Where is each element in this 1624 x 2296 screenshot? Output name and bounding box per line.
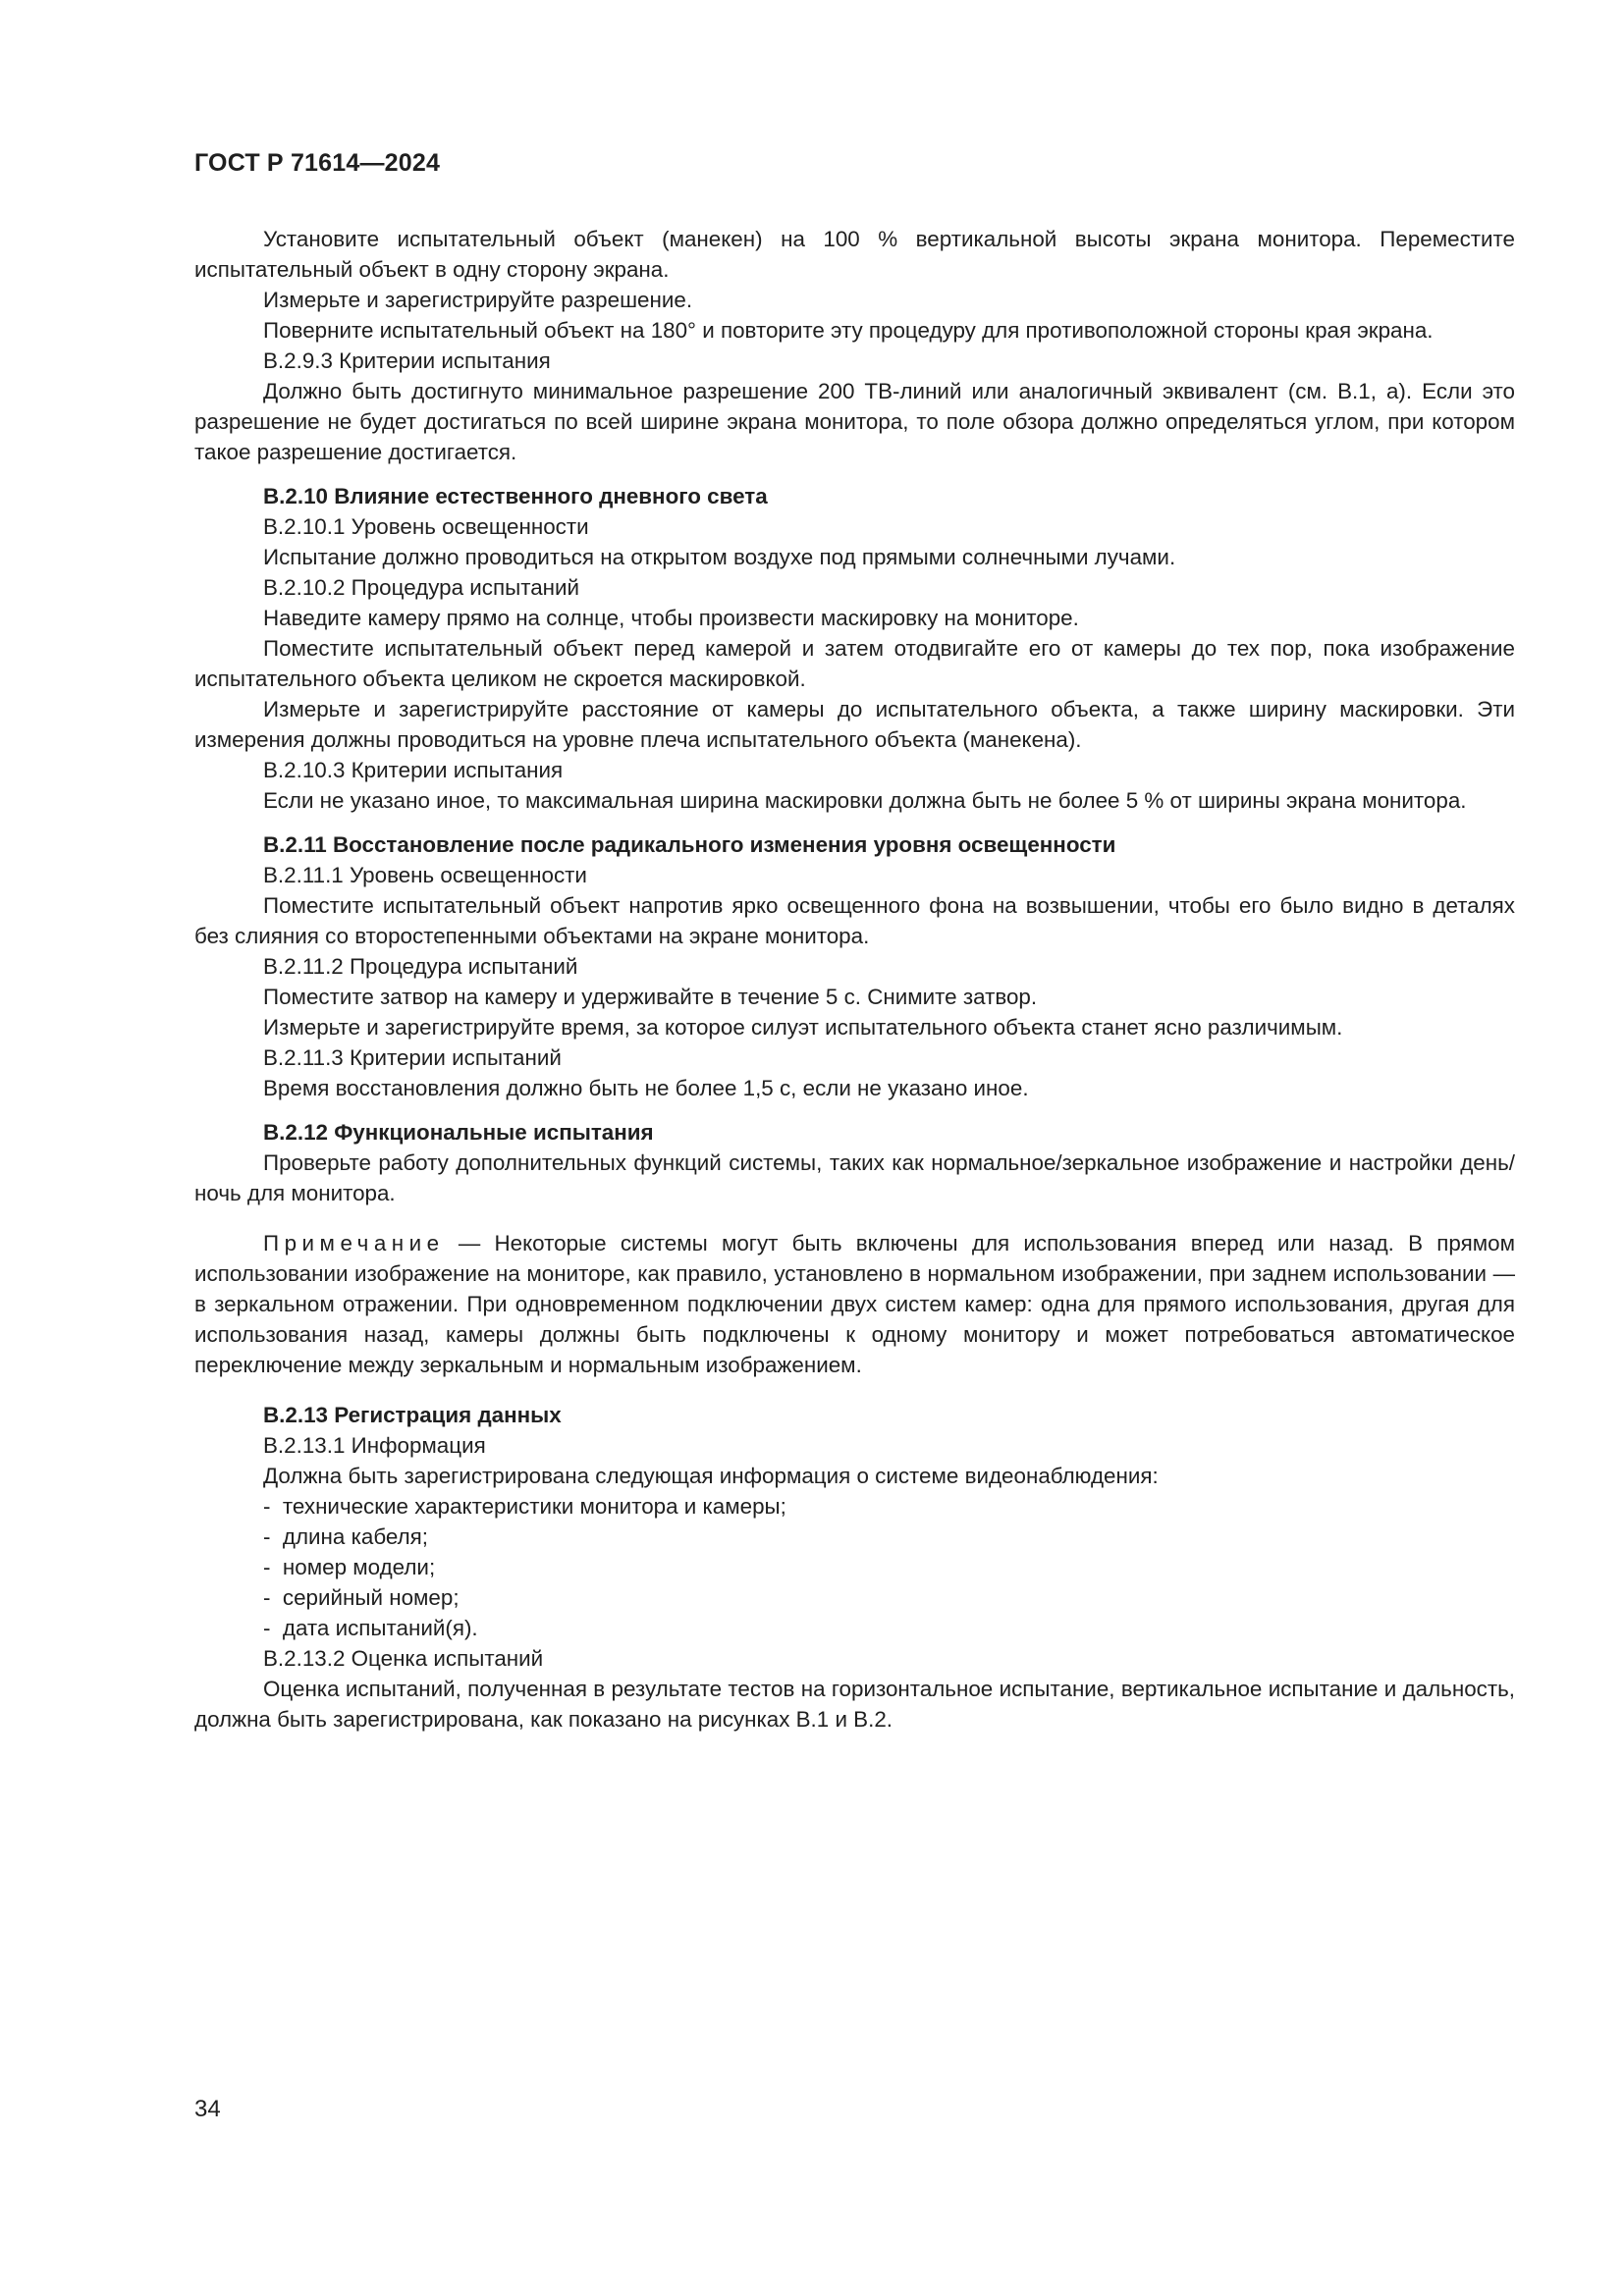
paragraph: Если не указано иное, то максимальная ширина маскировки должна быть не более 5 % от ширины экрана монитора. — [263, 788, 1467, 813]
subsection-title: В.2.10.2 Процедура испытаний — [263, 575, 580, 600]
paragraph: Поверните испытательный объект на 180° и повторите эту процедуру для противоположной стороны края экрана. — [263, 318, 1434, 343]
list-item: - номер модели; — [263, 1552, 1515, 1582]
subsection-title: В.2.10.1 Уровень освещенности — [263, 514, 589, 539]
note-text: — Некоторые системы могут быть включены для использования вперед или назад. В прямом использовании изображение на мониторе, как правило, установлено в нормальном изображении, при заднем использовании — в зеркальном отражении. При одновременном подключении двух систем камер: одна для прямого использования, другая для использования назад, камеры должны быть подключены к одному монитору и может потребоваться автоматическое переключение между зеркальным и нормальным изображением. — [194, 1231, 1515, 1377]
list-item: - технические характеристики монитора и камеры; — [263, 1491, 1515, 1522]
section-title: В.2.11 Восстановление после радикального изменения уровня освещенности — [263, 832, 1116, 857]
section-title: В.2.12 Функциональные испытания — [263, 1120, 654, 1145]
paragraph: Измерьте и зарегистрируйте разрешение. — [263, 288, 693, 312]
list-item: - серийный номер; — [263, 1582, 1515, 1613]
note — [194, 1228, 1515, 1380]
paragraph: Измерьте и зарегистрируйте расстояние от камеры до испытательного объекта, а также ширину маскировки. Эти измерения должны проводиться на уровне плеча испытательного объекта (манекена). — [194, 697, 1515, 752]
list-item: - длина кабеля; — [263, 1522, 1515, 1552]
subsection-title: В.2.13.2 Оценка испытаний — [263, 1646, 544, 1671]
paragraph: Наведите камеру прямо на солнце, чтобы произвести маскировку на мониторе. — [263, 606, 1079, 630]
subsection-title: В.2.10.3 Критерии испытания — [263, 758, 564, 782]
subsection-title: В.2.11.2 Процедура испытаний — [263, 954, 578, 979]
paragraph: Должно быть достигнуто минимальное разрешение 200 ТВ-линий или аналогичный эквивалент (см. В.1, а). Если это разрешение не будет достигаться по всей ширине экрана монитора, то поле обзора должно определяться углом, при котором такое разрешение достигается. — [194, 379, 1515, 464]
document-header: ГОСТ Р 71614—2024 — [194, 149, 441, 177]
paragraph: Установите испытательный объект (манекен) на 100 % вертикальной высоты экрана монитора. Переместите испытательный объект в одну сторону экрана. — [194, 227, 1515, 282]
note-label: Примечание — [263, 1231, 445, 1255]
paragraph: Проверьте работу дополнительных функций системы, таких как нормальное/зеркальное изображение и настройки день/ночь для монитора. — [194, 1150, 1515, 1205]
page-number: 34 — [194, 2096, 221, 2122]
list-item: - дата испытаний(я). — [263, 1613, 1515, 1643]
info-list — [263, 1491, 1515, 1643]
paragraph: Время восстановления должно быть не более 1,5 с, если не указано иное. — [263, 1076, 1029, 1100]
paragraph: Испытание должно проводиться на открытом воздухе под прямыми солнечными лучами. — [263, 545, 1176, 569]
section-title: В.2.10 Влияние естественного дневного света — [263, 484, 768, 508]
paragraph: Поместите испытательный объект напротив ярко освещенного фона на возвышении, чтобы его было видно в деталях без слияния со второстепенными объектами на экране монитора. — [194, 893, 1515, 948]
paragraph: Поместите испытательный объект перед камерой и затем отодвигайте его от камеры до тех пор, пока изображение испытательного объекта целиком не скроется маскировкой. — [194, 636, 1515, 691]
paragraph: Измерьте и зарегистрируйте время, за которое силуэт испытательного объекта станет ясно различимым. — [263, 1015, 1343, 1040]
subsection-title: В.2.11.3 Критерии испытаний — [263, 1045, 562, 1070]
paragraph: Поместите затвор на камеру и удерживайте в течение 5 с. Снимите затвор. — [263, 985, 1038, 1009]
subsection-title: В.2.13.1 Информация — [263, 1433, 486, 1458]
subsection-title: В.2.9.3 Критерии испытания — [263, 348, 551, 373]
section-title: В.2.13 Регистрация данных — [263, 1403, 562, 1427]
paragraph: Оценка испытаний, полученная в результате тестов на горизонтальное испытание, вертикальное испытание и дальность, должна быть зарегистрирована, как показано на рисунках В.1 и В.2. — [194, 1677, 1515, 1732]
subsection-title: В.2.11.1 Уровень освещенности — [263, 863, 587, 887]
document-body — [194, 224, 1515, 1735]
paragraph: Должна быть зарегистрирована следующая информация о системе видеонаблюдения: — [263, 1464, 1159, 1488]
